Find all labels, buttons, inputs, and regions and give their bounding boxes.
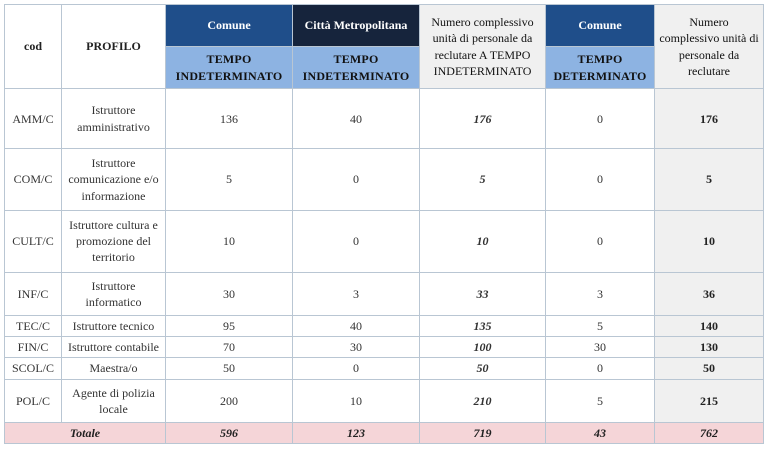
cell-profilo: Istruttore contabile: [62, 337, 166, 358]
cell-citta-ind: 0: [293, 358, 420, 379]
cell-cod: COM/C: [5, 149, 62, 210]
header-cod: cod: [5, 5, 62, 89]
cell-citta-ind: 30: [293, 337, 420, 358]
cell-cod: FIN/C: [5, 337, 62, 358]
cell-citta-ind: 40: [293, 316, 420, 337]
cell-comune-det: 0: [546, 210, 655, 272]
cell-comune-det: 0: [546, 149, 655, 210]
header-citta-metropolitana: Città Metropolitana: [293, 5, 420, 47]
cell-comune-ind: 50: [166, 358, 293, 379]
total-tot-ind: 719: [420, 422, 546, 443]
cell-citta-ind: 10: [293, 379, 420, 422]
cell-comune-det: 5: [546, 379, 655, 422]
cell-cod: CULT/C: [5, 210, 62, 272]
cell-comune-ind: 10: [166, 210, 293, 272]
cell-cod: TEC/C: [5, 316, 62, 337]
cell-citta-ind: 0: [293, 149, 420, 210]
cell-profilo: Istruttore cultura e promozione del territorio: [62, 210, 166, 272]
cell-comune-ind: 136: [166, 89, 293, 149]
cell-cod: POL/C: [5, 379, 62, 422]
table-row: [5, 358, 764, 379]
cell-cod: INF/C: [5, 273, 62, 316]
total-totale: 762: [655, 422, 764, 443]
cell-comune-det: 0: [546, 89, 655, 149]
header-tempo-indeterminato-1: TEMPO INDETERMINATO: [166, 47, 293, 89]
header-totale-indeterminato: Numero complessivo unità di personale da reclutare A TEMPO INDETERMINATO: [420, 5, 546, 89]
cell-profilo: Istruttore comunicazione e/o informazione: [62, 149, 166, 210]
cell-profilo: Istruttore tecnico: [62, 316, 166, 337]
cell-tot-ind: 135: [420, 316, 546, 337]
cell-totale: 10: [655, 210, 764, 272]
cell-comune-det: 0: [546, 358, 655, 379]
cell-totale: 50: [655, 358, 764, 379]
header-totale-reclutare: Numero complessivo unità di personale da reclutare: [655, 5, 764, 89]
table-row: [5, 379, 764, 422]
cell-comune-det: 5: [546, 316, 655, 337]
header-tempo-indeterminato-2: TEMPO INDETERMINATO: [293, 47, 420, 89]
cell-totale: 36: [655, 273, 764, 316]
cell-comune-ind: 200: [166, 379, 293, 422]
total-citta-ind: 123: [293, 422, 420, 443]
total-comune-ind: 596: [166, 422, 293, 443]
table-row: [5, 89, 764, 149]
cell-totale: 5: [655, 149, 764, 210]
cell-comune-ind: 5: [166, 149, 293, 210]
cell-citta-ind: 40: [293, 89, 420, 149]
cell-comune-ind: 30: [166, 273, 293, 316]
recruitment-table: [4, 4, 764, 444]
table-row: [5, 210, 764, 272]
cell-comune-ind: 70: [166, 337, 293, 358]
cell-tot-ind: 33: [420, 273, 546, 316]
totals-label: Totale: [5, 422, 166, 443]
cell-comune-det: 30: [546, 337, 655, 358]
cell-totale: 130: [655, 337, 764, 358]
table-row: [5, 316, 764, 337]
cell-cod: SCOL/C: [5, 358, 62, 379]
table-row: [5, 337, 764, 358]
cell-totale: 176: [655, 89, 764, 149]
cell-citta-ind: 0: [293, 210, 420, 272]
cell-profilo: Maestra/o: [62, 358, 166, 379]
header-comune-1: Comune: [166, 5, 293, 47]
cell-tot-ind: 10: [420, 210, 546, 272]
totals-row: [5, 422, 764, 443]
cell-totale: 215: [655, 379, 764, 422]
cell-tot-ind: 100: [420, 337, 546, 358]
cell-profilo: Istruttore informatico: [62, 273, 166, 316]
cell-citta-ind: 3: [293, 273, 420, 316]
cell-profilo: Agente di polizia locale: [62, 379, 166, 422]
header-profilo: PROFILO: [62, 5, 166, 89]
total-comune-det: 43: [546, 422, 655, 443]
cell-tot-ind: 50: [420, 358, 546, 379]
cell-tot-ind: 176: [420, 89, 546, 149]
cell-comune-ind: 95: [166, 316, 293, 337]
cell-profilo: Istruttore amministrativo: [62, 89, 166, 149]
cell-tot-ind: 5: [420, 149, 546, 210]
cell-tot-ind: 210: [420, 379, 546, 422]
cell-cod: AMM/C: [5, 89, 62, 149]
header-comune-2: Comune: [546, 5, 655, 47]
cell-comune-det: 3: [546, 273, 655, 316]
header-tempo-determinato: TEMPO DETERMINATO: [546, 47, 655, 89]
table-row: [5, 149, 764, 210]
cell-totale: 140: [655, 316, 764, 337]
table-row: [5, 273, 764, 316]
